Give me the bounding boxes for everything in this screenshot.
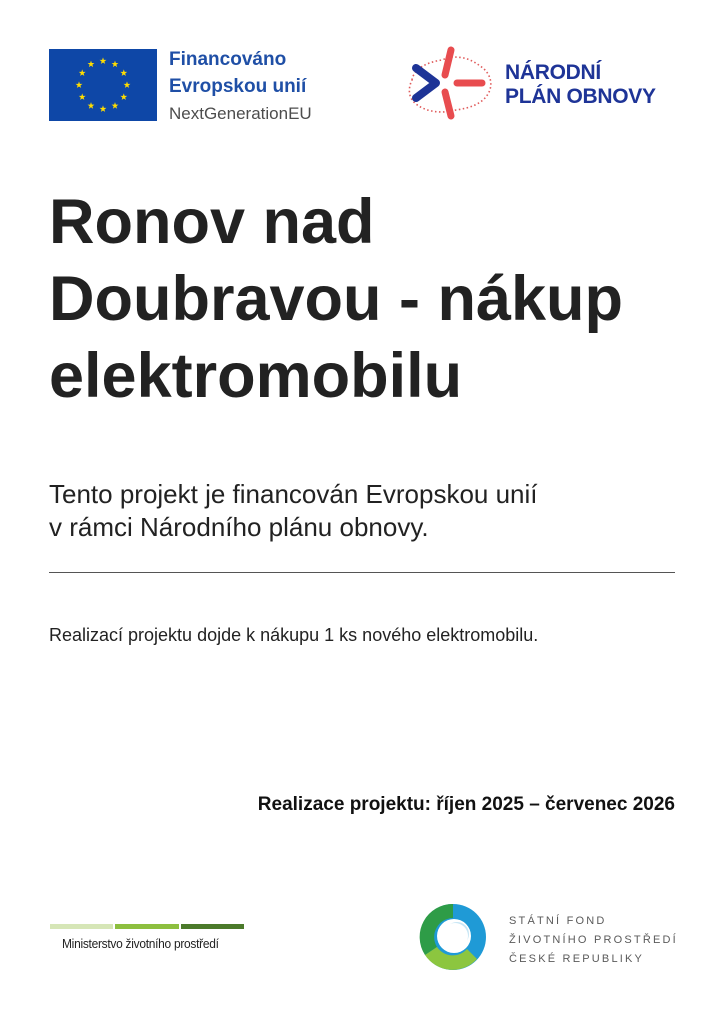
sfzp-logo-label	[509, 912, 678, 969]
eu-star-icon	[79, 93, 86, 100]
divider	[49, 572, 675, 573]
eu-stars-icon	[49, 49, 157, 121]
eu-star-icon	[120, 69, 127, 76]
eu-funding-line-1: Financováno	[169, 49, 287, 70]
eu-star-icon	[100, 105, 107, 112]
eu-star-icon	[76, 81, 83, 88]
sfzp-logo-icon	[417, 901, 489, 973]
project-period: Realizace projektu: říjen 2025 – červenec 2026	[257, 794, 675, 815]
mzp-logo-bar-light	[50, 924, 113, 929]
npo-logo-icon	[398, 44, 498, 124]
mzp-logo-bar-dark	[181, 924, 244, 929]
eu-star-icon	[124, 81, 131, 88]
eu-star-icon	[79, 69, 86, 76]
eu-star-icon	[88, 102, 95, 109]
eu-star-icon	[88, 61, 95, 68]
npo-logo-line-2: PLÁN OBNOVY	[505, 85, 656, 108]
eu-funding-line-2: Evropskou unií	[169, 76, 307, 97]
mzp-logo-label: Ministerstvo životního prostředí	[62, 936, 219, 951]
funding-statement-line-2: v rámci Národního plánu obnovy.	[49, 512, 429, 542]
eu-flag-icon	[49, 49, 157, 121]
sfzp-logo-line-3: ČESKÉ REPUBLIKY	[509, 953, 645, 965]
eu-star-icon	[120, 93, 127, 100]
mzp-logo-bars	[50, 924, 244, 929]
mzp-logo-bar-medium	[115, 924, 178, 929]
eu-star-icon	[112, 102, 119, 109]
project-description: Realizací projektu dojde k nákupu 1 ks nového elektromobilu.	[49, 625, 539, 645]
sfzp-logo-line-2: ŽIVOTNÍHO PROSTŘEDÍ	[509, 934, 678, 946]
eu-funding-label	[169, 46, 359, 127]
eu-star-icon	[112, 61, 119, 68]
funding-statement	[49, 478, 689, 544]
eu-funding-line-3: NextGenerationEU	[169, 104, 312, 123]
npo-logo-line-1: NÁRODNÍ	[505, 61, 601, 84]
project-title: Ronov nad Doubravou - nákup elektromobilu	[49, 187, 624, 411]
funding-statement-line-1: Tento projekt je financován Evropskou unií	[49, 479, 538, 509]
eu-star-icon	[100, 57, 107, 64]
sfzp-logo-line-1: STÁTNÍ FOND	[509, 915, 607, 927]
npo-logo-label	[505, 61, 656, 109]
